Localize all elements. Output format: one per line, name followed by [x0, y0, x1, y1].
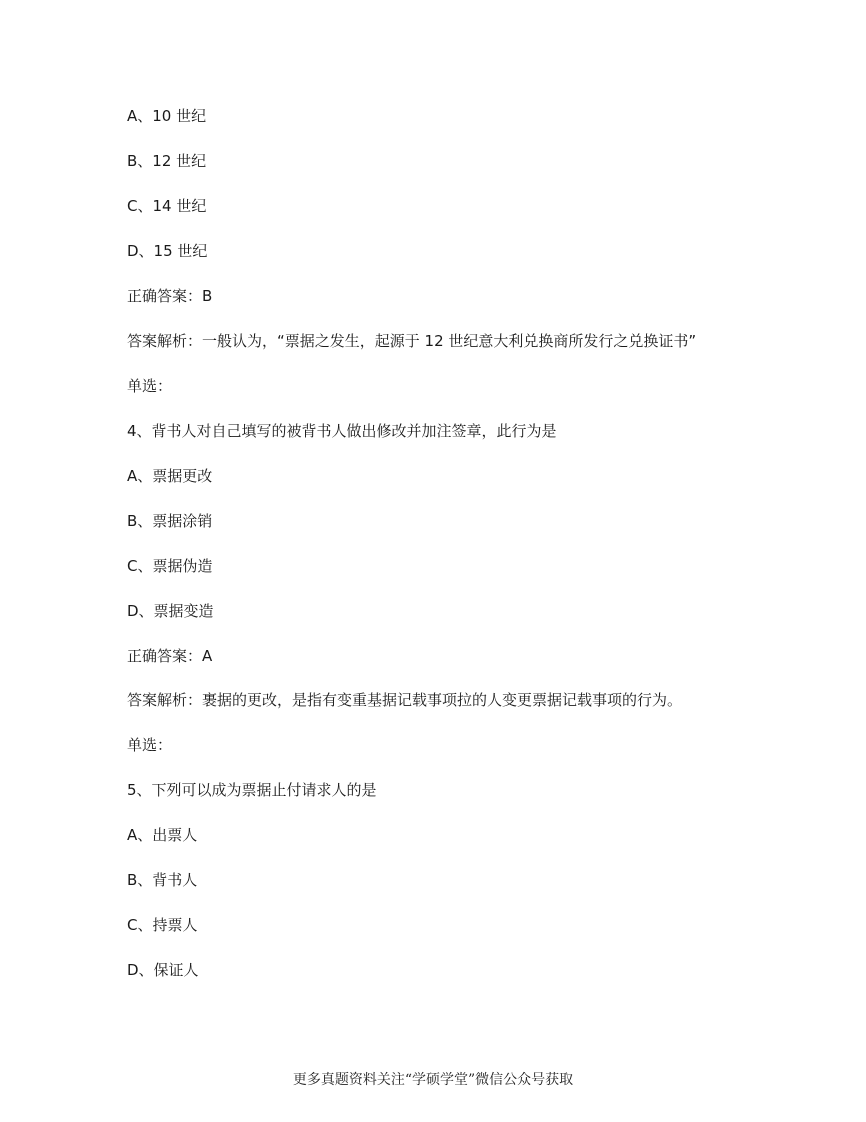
q4-option-d: D、票据变造 [127, 602, 214, 620]
question-4-stem: 4、背书人对自己填写的被背书人做出修改并加注签章，此行为是 [127, 422, 557, 440]
answer-explanation-line: 答案解析：一般认为，“票据之发生，起源于 12 世纪意大利兑换商所发行之兑换证书” [127, 332, 697, 350]
option-b-line: B、12 世纪 [127, 152, 207, 170]
q5-option-d: D、保证人 [127, 961, 199, 979]
question-5-stem: 5、下列可以成为票据止付请求人的是 [127, 781, 377, 799]
q5-question-type: 单选： [127, 736, 173, 754]
option-a-line: A、10 世纪 [127, 107, 207, 125]
q4-option-c: C、票据伪造 [127, 557, 213, 575]
q4-answer-explanation: 答案解析：裹据的更改，是指有变重基据记载事项拉的人变更票据记载事项的行为。 [127, 691, 683, 709]
option-d-line: D、15 世纪 [127, 242, 208, 260]
option-c-line: C、14 世纪 [127, 197, 207, 215]
correct-answer-line: 正确答案：B [127, 287, 213, 305]
q4-correct-answer: 正确答案：A [127, 647, 213, 665]
question-type-line: 单选： [127, 377, 173, 395]
q5-option-b: B、背书人 [127, 871, 198, 889]
q5-option-c: C、持票人 [127, 916, 198, 934]
q4-option-a: A、票据更改 [127, 467, 213, 485]
q4-option-b: B、票据涂销 [127, 512, 213, 530]
page-footer: 更多真题资料关注“学硕学堂”微信公众号获取 [292, 1072, 574, 1088]
q5-option-a: A、出票人 [127, 826, 198, 844]
